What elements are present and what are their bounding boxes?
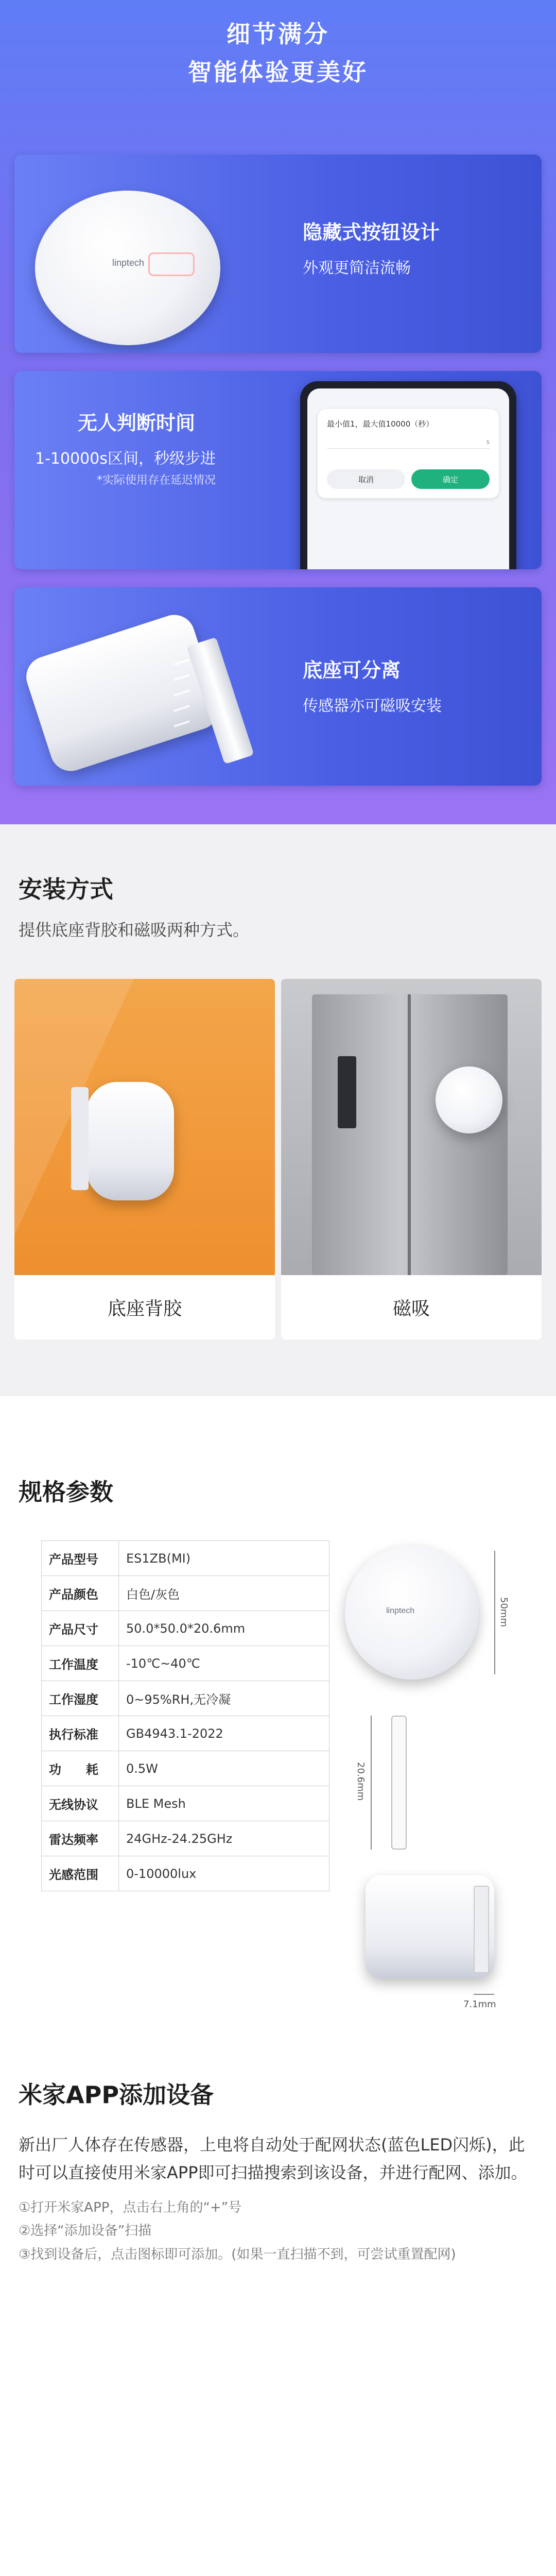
install-option-label: 底座背胶 — [107, 1298, 182, 1319]
button-highlight — [148, 252, 195, 276]
feature-subtitle: 传感器亦可磁吸安装 — [303, 697, 442, 715]
spec-row — [42, 1541, 329, 1576]
spec-key: 功 耗 — [42, 1751, 119, 1786]
mihome-step: ②选择“添加设备”扫描 — [19, 2223, 152, 2239]
mihome-steps — [0, 2196, 556, 2267]
spec-key: 雷达频率 — [42, 1821, 119, 1856]
spec-key: 产品颜色 — [42, 1576, 119, 1611]
install-option-magnetic — [281, 979, 542, 1340]
mihome-title: 米家APP添加设备 — [19, 2081, 214, 2109]
spec-value: 白色/灰色 — [119, 1576, 329, 1611]
sensor-front-view — [345, 1546, 479, 1680]
spec-key: 工作湿度 — [42, 1681, 119, 1716]
hero-title-line1: 细节满分 — [227, 20, 329, 48]
wall-mount-image — [14, 979, 275, 1275]
spec-value: 24GHz-24.25GHz — [119, 1821, 329, 1856]
spec-key: 产品尺寸 — [42, 1611, 119, 1646]
spec-row — [42, 1751, 329, 1786]
phone-mockup — [300, 381, 516, 569]
feature-text — [303, 654, 442, 716]
spec-row — [42, 1611, 329, 1646]
feature-card-hidden-button — [14, 155, 542, 353]
specs-section — [0, 1396, 556, 2066]
fridge-mount-image — [281, 979, 542, 1275]
spec-row — [42, 1821, 329, 1856]
sensor-on-wall — [86, 1082, 174, 1200]
install-option-label: 磁吸 — [392, 1298, 430, 1319]
feature-text — [35, 407, 216, 487]
spec-key: 产品型号 — [42, 1541, 119, 1576]
base-on-wall — [71, 1087, 89, 1190]
base-view — [474, 1886, 489, 1973]
feature-card-detachable-base — [14, 587, 542, 786]
spec-row — [42, 1856, 329, 1891]
feature-title: 隐藏式按钮设计 — [303, 221, 440, 244]
feature-subtitle: 1-10000s区间，秒级步进 — [35, 450, 216, 468]
dialog-buttons — [327, 469, 490, 489]
feature-subtitle: 外观更简洁流畅 — [303, 259, 411, 277]
fridge-seam — [408, 994, 411, 1275]
arrow-icon — [169, 649, 215, 742]
spec-row — [42, 1576, 329, 1611]
dim-label-7: 7.1mm — [463, 1999, 496, 2010]
spec-value: GB4943.1-2022 — [119, 1716, 329, 1751]
mihome-section — [0, 2066, 556, 2576]
duration-dialog — [318, 409, 499, 498]
dialog-label: 最小值1，最大值10000（秒） — [327, 419, 434, 429]
spec-key: 无线协议 — [42, 1786, 119, 1821]
mihome-step: ①打开米家APP，点击右上角的“+”号 — [19, 2199, 242, 2215]
dialog-value: s — [486, 438, 490, 446]
dimension-drawings — [335, 1546, 541, 2020]
hero-title — [0, 15, 556, 88]
fridge-panel — [338, 1056, 356, 1128]
dialog-confirm-button[interactable]: 确定 — [411, 469, 490, 489]
install-title: 安装方式 — [19, 875, 113, 903]
feature-note: *实际使用存在延迟情况 — [96, 474, 216, 487]
spec-row — [42, 1681, 329, 1716]
spec-key: 工作温度 — [42, 1646, 119, 1681]
spec-value: ES1ZB(MI) — [119, 1541, 329, 1576]
spec-value: 50.0*50.0*20.6mm — [119, 1611, 329, 1646]
spec-value: 0~95%RH,无冷凝 — [119, 1681, 329, 1716]
feature-title: 无人判断时间 — [77, 412, 195, 434]
spec-key: 光感范围 — [42, 1856, 119, 1891]
install-desc: 提供底座背胶和磁吸两种方式。 — [19, 920, 250, 940]
hero-title-line2: 智能体验更美好 — [188, 58, 368, 86]
spec-value: -10℃~40℃ — [119, 1646, 329, 1681]
spec-row — [42, 1646, 329, 1681]
spec-value: BLE Mesh — [119, 1786, 329, 1821]
brand-logo: linptech — [386, 1606, 415, 1615]
feature-card-no-person-time — [14, 371, 542, 569]
dim-line-50 — [494, 1551, 495, 1674]
spec-value: 0-10000lux — [119, 1856, 329, 1891]
mihome-step: ③找到设备后，点击图标即可添加。(如果一直扫描不到，可尝试重置配网) — [19, 2246, 456, 2262]
spec-value: 0.5W — [119, 1751, 329, 1786]
dialog-divider — [327, 448, 490, 449]
hero-section — [0, 0, 556, 824]
brand-logo: linptech — [112, 258, 145, 268]
spec-table-body — [42, 1541, 329, 1891]
specs-title: 规格参数 — [19, 1478, 113, 1506]
install-options — [14, 979, 542, 1340]
dim-line-20 — [371, 1716, 372, 1850]
spec-key: 执行标准 — [42, 1716, 119, 1751]
feature-text — [303, 216, 440, 278]
sensor-on-fridge — [436, 1066, 502, 1133]
feature-title: 底座可分离 — [303, 659, 401, 682]
dim-label-20: 20.6mm — [355, 1762, 366, 1801]
install-section — [0, 824, 556, 1396]
spec-table — [41, 1540, 329, 1891]
dim-label-50: 50mm — [498, 1597, 509, 1627]
dim-line-7 — [474, 1994, 494, 1995]
spec-row — [42, 1786, 329, 1821]
install-option-adhesive — [14, 979, 275, 1340]
sensor-side-view — [391, 1716, 407, 1850]
dialog-cancel-button[interactable]: 取消 — [327, 469, 405, 489]
mihome-desc: 新出厂人体存在传感器，上电将自动处于配网状态(蓝色LED闪烁)，此时可以直接使用米家APP即可扫描搜索到该设备，并进行配网、添加。 — [19, 2135, 528, 2183]
phone-screen — [307, 388, 509, 569]
sensor-image — [35, 191, 220, 345]
spec-row — [42, 1716, 329, 1751]
